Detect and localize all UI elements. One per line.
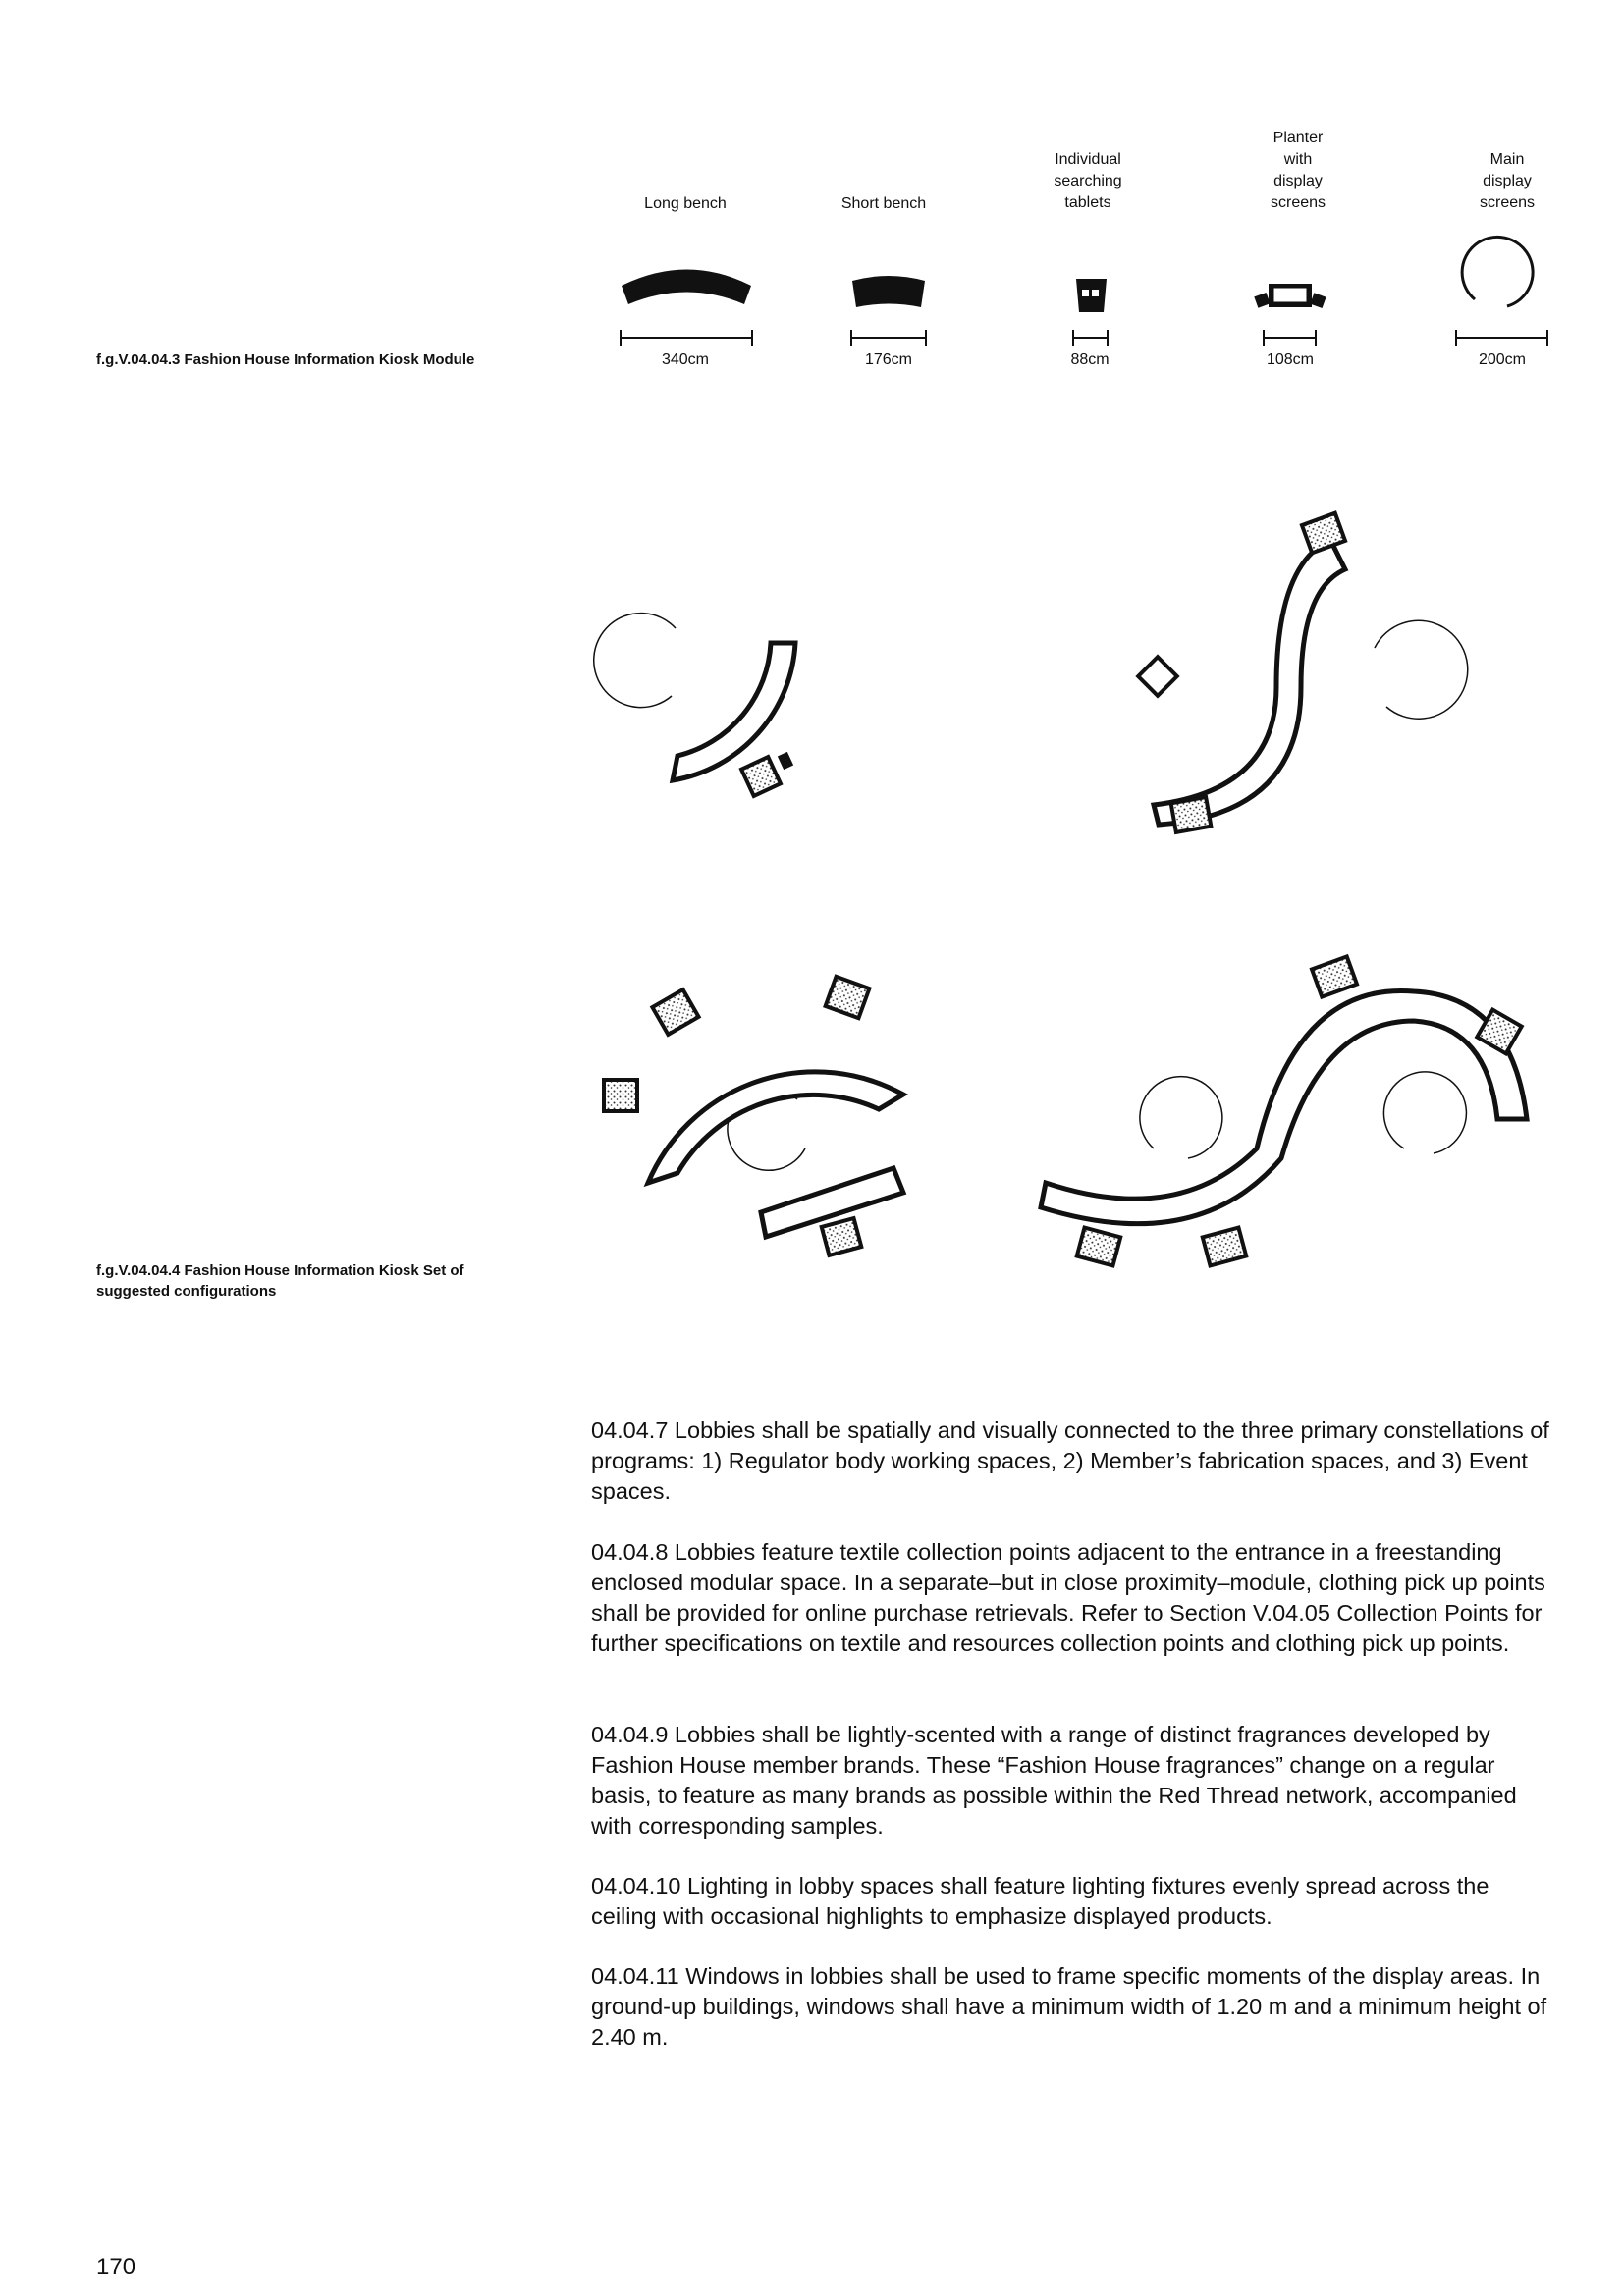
config-b	[1138, 513, 1468, 832]
figure2-caption-line1: f.g.V.04.04.4 Fashion House Information Kiosk Set of	[96, 1262, 464, 1279]
paragraph-04-04-11: 04.04.11 Windows in lobbies shall be used to frame specific moments of the display areas. In ground-up buildings, windows shall have a minimum width of 1.20 m and a minimum height of 2.40 m.	[591, 1963, 1547, 2050]
config-d	[1041, 956, 1527, 1265]
config-a	[594, 614, 795, 796]
paragraph-04-04-9: 04.04.9 Lobbies shall be lightly-scented with a range of distinct fragrances developed by Fashion House member brands. These “Fashion House fragrances” change on a regular basis, to feature as many brands as possible within the Red Thread network, accompanied with corresponding samples.	[591, 1722, 1517, 1839]
config-c	[604, 977, 903, 1255]
module-label-planter-text: Planter with display screens	[1270, 130, 1326, 211]
module-label-long-bench: Long bench	[644, 195, 727, 212]
figure2-caption-line2: suggested configurations	[96, 1283, 277, 1300]
module-label-main-display-text: Main display screens	[1479, 151, 1536, 211]
module-dim-short-bench: 176cm	[864, 351, 913, 368]
module-label-tablets-text: Individual searching tablets	[1054, 151, 1122, 211]
module-dim-main-display: 200cm	[1478, 351, 1527, 368]
paragraph-04-04-8: 04.04.8 Lobbies feature textile collection points adjacent to the entrance in a freestanding enclosed modular space. In a separate–but in close proximity–module, clothing pick up points shall be provided for online purchase retrievals. Refer to Section V.04.05 Collection Points for further specifications on textile and resources collection points and clothing pick up points.	[591, 1539, 1545, 1656]
paragraph-04-04-7: 04.04.7 Lobbies shall be spatially and visually connected to the three primary constellations of programs: 1) Regulator body working spaces, 2) Member’s fabrication spaces, and 3) Event spaces.	[591, 1417, 1549, 1504]
paragraph-04-04-10: 04.04.10 Lighting in lobby spaces shall feature lighting fixtures evenly spread across the ceiling with occasional highlights to emphasize displayed products.	[591, 1873, 1489, 1929]
module-dim-planter: 108cm	[1266, 351, 1315, 368]
figure2-caption	[96, 1260, 464, 1302]
module-dim-long-bench: 340cm	[661, 351, 710, 368]
module-label-short-bench: Short bench	[840, 195, 927, 212]
page-number: 170	[96, 2254, 136, 2280]
configurations-diagram	[0, 0, 1624, 883]
figure1-caption: f.g.V.04.04.3 Fashion House Information Kiosk Module	[96, 351, 475, 368]
module-dim-tablets: 88cm	[1070, 351, 1110, 368]
